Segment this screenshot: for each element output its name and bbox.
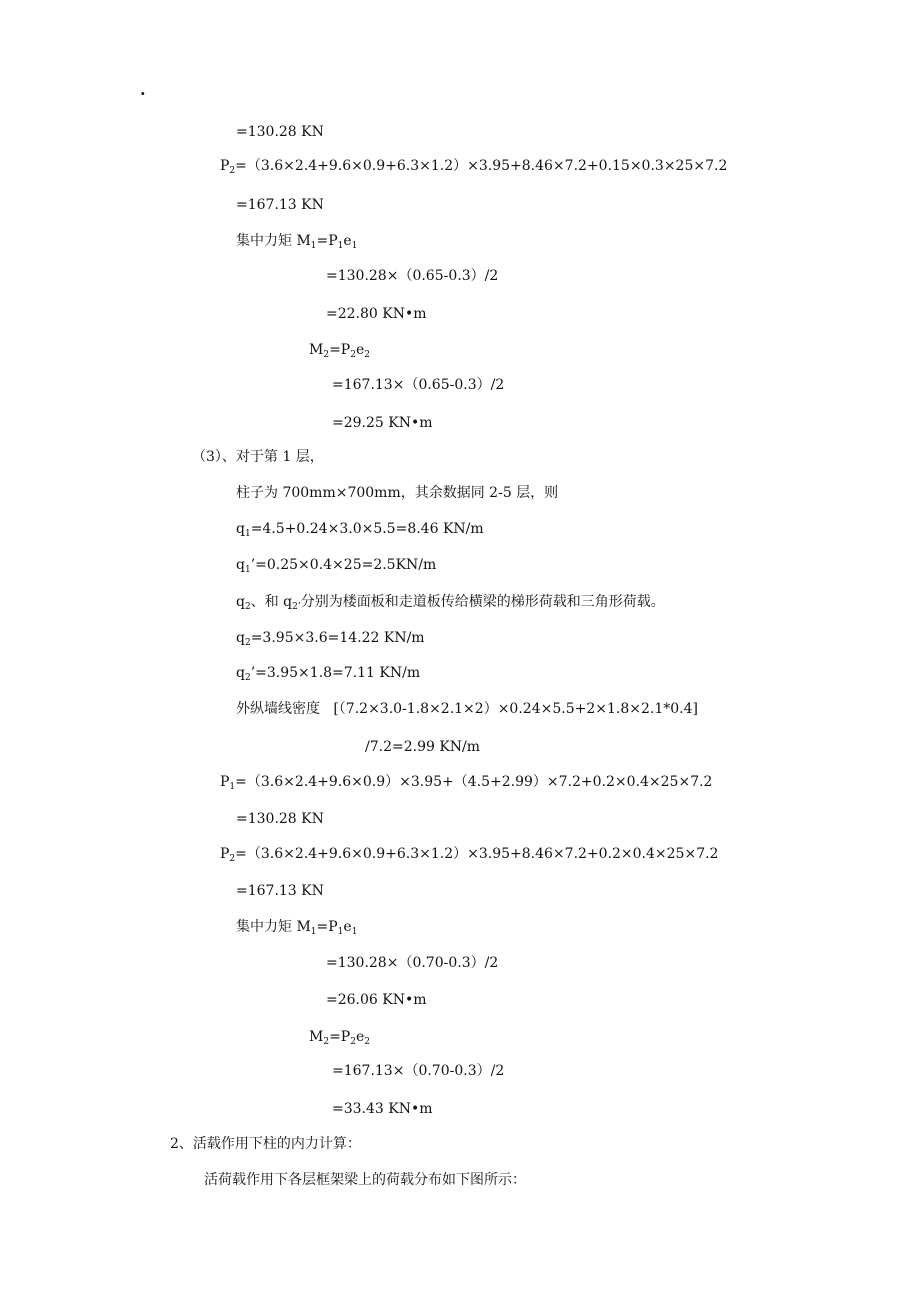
- q1-prime-formula: $q_1’=0.25\times 0.4\times 25=2.5KN/m$: [236, 557, 437, 575]
- live-load-intro: 活荷载作用下各层框架梁上的荷载分布如下图所示：: [204, 1172, 526, 1188]
- moment-m2-result-2: =33.43 KN•m: [332, 1101, 433, 1117]
- section-3-title: （3）、对于第 1 层，: [192, 449, 324, 465]
- moment-m1-calc: =130.28×（0.65-0.3）/2: [326, 268, 499, 284]
- moment-m1-heading: 集中力矩 $M_1=P_1e_1$: [236, 233, 358, 251]
- wall-density-line-1: 外纵墙线密度 [（7.2×3.0-1.8×2.1×2）×0.24×5.5+2×1.8×2.1*0.4]: [236, 701, 698, 717]
- q2-note: $q_2$、和 $q_{2’}$分别为楼面板和走道板传给横梁的梯形荷载和三角形荷载。: [236, 594, 665, 612]
- p2-formula-2: $P_2=(3.6\times 2.4+9.6\times 0.9+6.3\times 1.2)\times 3.95+8.46\times 7.2+0.2\times 0.4\times 25\times 7.2$: [220, 846, 719, 864]
- result-p1-line: =130.28 KN: [236, 124, 324, 140]
- p1-formula: $P_1=(3.6\times 2.4+9.6\times 0.9)\times 3.95+(4.5+2.99)\times 7.2+0.2\times 0.4\times 25\times 7.2$: [220, 774, 713, 792]
- result-p1-line-2: =130.28 KN: [236, 811, 324, 827]
- live-load-title: 2、活载作用下柱的内力计算：: [170, 1136, 361, 1152]
- moment-m1-heading-2: 集中力矩 $M_1=P_1e_1$: [236, 919, 358, 937]
- moment-m2-result: =29.25 KN•m: [332, 415, 433, 431]
- section-3-intro: 柱子为 700mm×700mm，其余数据同 2-5 层，则: [236, 485, 559, 501]
- moment-m1-calc-2: =130.28×（0.70-0.3）/2: [326, 955, 499, 971]
- moment-m2-heading: $M_2=P_2e_2$: [309, 342, 370, 360]
- wall-density-line-2: /7.2=2.99 KN/m: [365, 739, 481, 755]
- moment-m2-heading-2: $M_2=P_2e_2$: [309, 1029, 370, 1047]
- result-p2-line: =167.13 KN: [236, 197, 324, 213]
- q1-formula: $q_1=4.5+0.24\times 3.0\times 5.5=8.46$ KN/m: [236, 521, 484, 539]
- page-mark: .: [140, 80, 146, 99]
- q2-prime-formula: $q_2’=3.95\times 1.8=7.11$ KN/m: [236, 665, 421, 683]
- moment-m1-result: =22.80 KN•m: [326, 306, 427, 322]
- q2-formula: $q_2=3.95\times 3.6=14.22$ KN/m: [236, 630, 425, 648]
- moment-m2-calc-2: =167.13×（0.70-0.3）/2: [332, 1063, 505, 1079]
- result-p2-line-2: =167.13 KN: [236, 883, 324, 899]
- p2-formula: $P_2=(3.6\times 2.4+9.6\times 0.9+6.3\times 1.2)\times 3.95+8.46\times 7.2+0.15\times 0.3\times 25\times 7.2$: [220, 158, 728, 176]
- moment-m2-calc: =167.13×（0.65-0.3）/2: [332, 377, 505, 393]
- moment-m1-result-2: =26.06 KN•m: [326, 992, 427, 1008]
